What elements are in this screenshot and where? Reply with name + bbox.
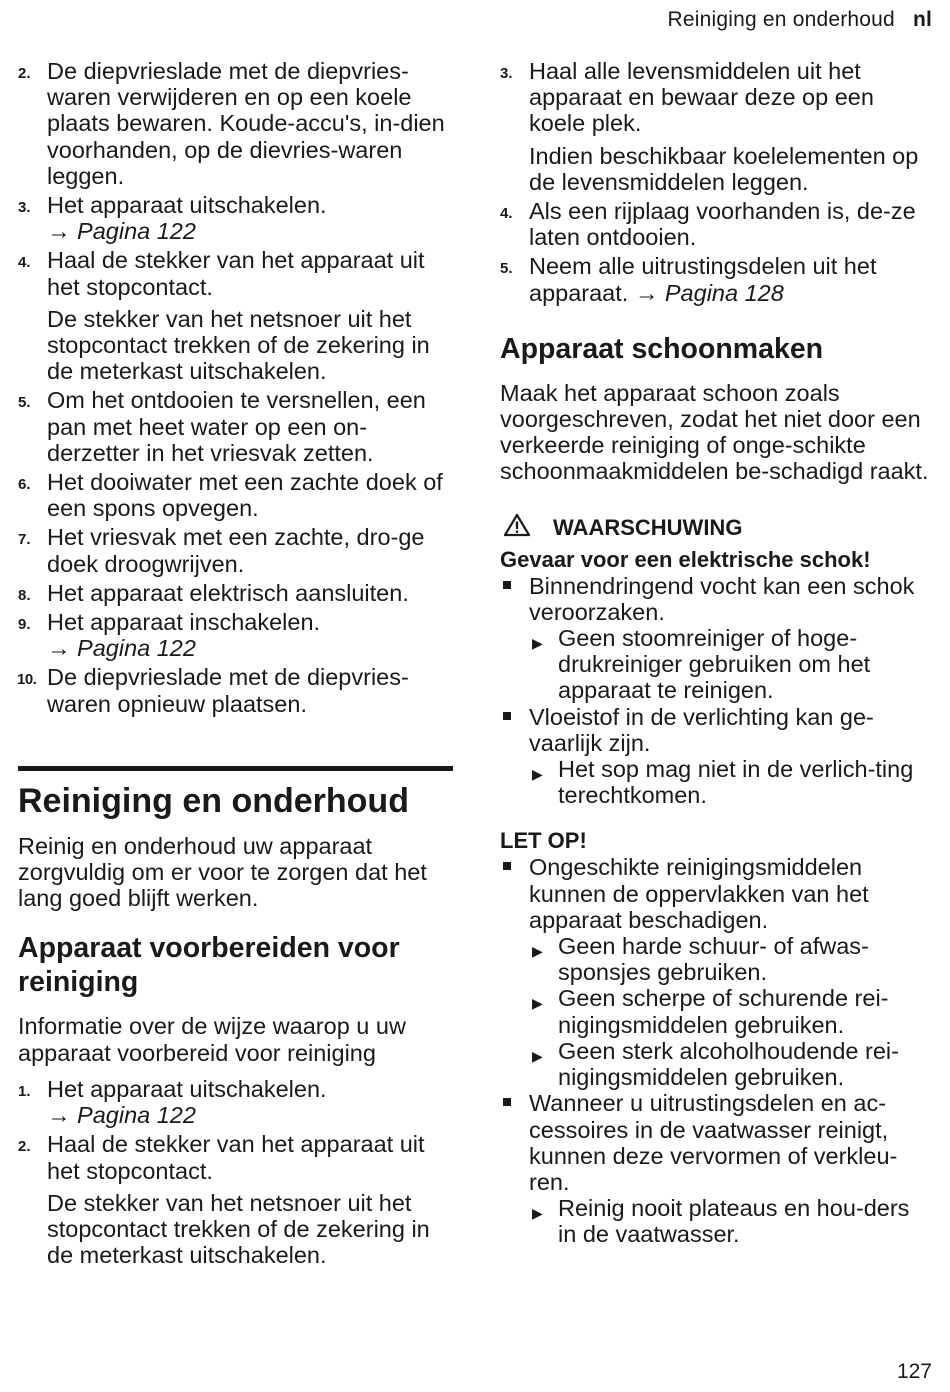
triangle-right-icon: ▶ (532, 1205, 543, 1222)
step-number: 6. (18, 476, 31, 494)
list-item (18, 1131, 453, 1183)
list-item (500, 198, 930, 250)
triangle-right-icon: ▶ (532, 766, 543, 783)
list-item (500, 756, 930, 808)
square-bullet-icon (503, 862, 511, 870)
triangle-right-icon: ▶ (532, 1047, 543, 1064)
list-item (18, 580, 453, 606)
list-item (18, 247, 453, 299)
action-text: Reinig nooit plateaus en hou-ders in de vaatwasser. (558, 1195, 910, 1248)
list-item (18, 58, 453, 189)
list-item (18, 192, 453, 244)
section-intro: Reinig en onderhoud uw apparaat zorgvuldig om er voor te zorgen dat het lang goed blijft werken. (18, 832, 427, 912)
step-number: 3. (500, 65, 513, 82)
step-text: Het apparaat elektrisch aansluiten. (47, 579, 409, 606)
page-reference-label: Pagina 122 (77, 1102, 196, 1129)
section-heading: Reiniging en onderhoud (18, 766, 453, 821)
right-column (500, 58, 930, 1248)
step-subtext: Indien beschikbaar koelelementen op de levensmiddelen leggen. (529, 142, 919, 195)
bullet-text: Ongeschikte reinigingsmiddelen kunnen de oppervlakken van het apparaat beschadigen. (529, 854, 869, 933)
step-number: 10. (17, 671, 37, 689)
step-number: 1. (18, 1082, 31, 1100)
page-reference-label: Pagina 122 (77, 218, 196, 245)
arrow-right-icon: → (47, 1102, 71, 1129)
step-number: 7. (18, 531, 31, 549)
step-number: 5. (500, 260, 513, 278)
step-number: 5. (18, 394, 31, 412)
warning-title: Gevaar voor een elektrische schok! (500, 546, 871, 572)
list-item (500, 58, 930, 137)
page-reference[interactable] (635, 280, 784, 306)
warning-label: WAARSCHUWING (553, 514, 743, 540)
page-reference[interactable] (47, 218, 453, 244)
square-bullet-icon (503, 581, 511, 589)
step-subtext: De stekker van het netsnoer uit het stopcontact trekken of de zekering in de meterkast uitschakelen. (47, 305, 430, 385)
step-text: De diepvrieslade met de diepvries-waren verwijderen en op een koele plaats bewaren. Koude-accu's, in-dien voorhanden, op de dievries-waren leggen. (47, 58, 445, 189)
list-item (18, 524, 453, 576)
step-number: 2. (18, 1138, 31, 1156)
list-item (500, 985, 930, 1037)
list-item (18, 1076, 453, 1128)
header-language: nl (912, 8, 932, 31)
square-bullet-icon (503, 712, 511, 720)
step-text: Het vriesvak met een zachte, dro-ge doek droogwrijven. (47, 524, 425, 577)
list-item (500, 573, 930, 625)
subsection-heading: Apparaat voorbereiden voor reiniging (18, 932, 400, 999)
left-column (18, 58, 453, 1271)
page-reference[interactable] (47, 1102, 453, 1128)
list-item (18, 469, 453, 521)
action-text: Geen stoomreiniger of hoge-drukreiniger gebruiken om het apparaat te reinigen. (558, 625, 871, 704)
triangle-right-icon: ▶ (532, 635, 543, 652)
list-item (500, 1038, 930, 1090)
warning-label-row (500, 513, 930, 543)
list-item (500, 933, 930, 985)
bullet-text: Wanneer u uitrustingsdelen en ac-cessoires in de vaatwasser reinigt, kunnen deze vervormen of verkleu-ren. (529, 1090, 898, 1195)
triangle-right-icon: ▶ (532, 943, 543, 960)
action-text: Geen harde schuur- of afwas-sponsjes gebruiken. (558, 933, 869, 986)
step-number: 4. (500, 205, 513, 223)
list-item (500, 1195, 930, 1247)
page-reference-label: Pagina 128 (664, 279, 784, 306)
triangle-right-icon: ▶ (532, 995, 543, 1012)
arrow-right-icon: → (47, 635, 71, 662)
list-item (18, 664, 453, 716)
step-text: Het dooiwater met een zachte doek of een spons opvegen. (47, 469, 443, 522)
step-number: 2. (18, 65, 31, 82)
step-text: Het apparaat inschakelen. (47, 609, 321, 636)
list-item (18, 387, 453, 466)
page-number: 127 (896, 1360, 932, 1383)
page-reference[interactable] (47, 635, 453, 661)
arrow-right-icon: → (47, 218, 71, 245)
step-text: Het apparaat uitschakelen. (47, 192, 327, 219)
step-text: Om het ontdooien te versnellen, een pan met heet water op een on-derzetter in het vriesvak zetten. (47, 387, 426, 466)
step-text: Als een rijplaag voorhanden is, de-ze laten ontdooien. (529, 198, 916, 251)
list-item (500, 625, 930, 704)
list-item (500, 854, 930, 933)
step-text: Haal de stekker van het apparaat uit het stopcontact. (47, 247, 425, 300)
step-number: 3. (18, 199, 31, 217)
step-text: Haal de stekker van het apparaat uit het stopcontact. (47, 1131, 425, 1184)
list-item (500, 704, 930, 756)
subsection-intro: Maak het apparaat schoon zoals voorgeschreven, zodat het niet door een verkeerde reiniging of onge-schikte schoonmaakmiddelen be-schadigd raakt. (500, 379, 929, 485)
caution-label: LET OP! (500, 828, 587, 854)
action-text: Geen scherpe of schurende rei-nigingsmiddelen gebruiken. (558, 985, 889, 1038)
warning-box (500, 513, 930, 809)
header-section: Reiniging en onderhoud (667, 8, 895, 31)
caution-box (500, 828, 930, 1247)
step-number: 8. (18, 586, 31, 604)
square-bullet-icon (503, 1098, 511, 1106)
step-number: 4. (18, 254, 31, 272)
action-text: Het sop mag niet in de verlich-ting terechtkomen. (558, 756, 914, 809)
subsection-heading: Apparaat schoonmaken (500, 332, 824, 365)
list-item (500, 253, 930, 305)
list-item (18, 609, 453, 661)
step-subtext: De stekker van het netsnoer uit het stopcontact trekken of de zekering in de meterkast uitschakelen. (47, 1189, 430, 1269)
bullet-text: Binnendringend vocht kan een schok veroorzaken. (529, 572, 915, 625)
action-text: Geen sterk alcoholhoudende rei-nigingsmiddelen gebruiken. (558, 1037, 899, 1091)
warning-triangle-icon (500, 513, 553, 543)
page-reference-label: Pagina 122 (77, 635, 196, 662)
step-text: Neem alle uitrustingsdelen uit het apparaat. (529, 253, 877, 306)
list-item (500, 1090, 930, 1195)
step-number: 9. (18, 616, 31, 634)
subsection-intro: Informatie over de wijze waarop u uw apparaat voorbereid voor reiniging (18, 1013, 406, 1066)
step-text: Haal alle levensmiddelen uit het apparaat en bewaar deze op een koele plek. (529, 58, 874, 137)
running-header (668, 8, 932, 32)
bullet-text: Vloeistof in de verlichting kan ge-vaarlijk zijn. (529, 703, 874, 756)
step-text: De diepvrieslade met de diepvries-waren opnieuw plaatsen. (47, 664, 409, 717)
arrow-right-icon: → (634, 279, 659, 306)
step-text: Het apparaat uitschakelen. (47, 1075, 327, 1102)
